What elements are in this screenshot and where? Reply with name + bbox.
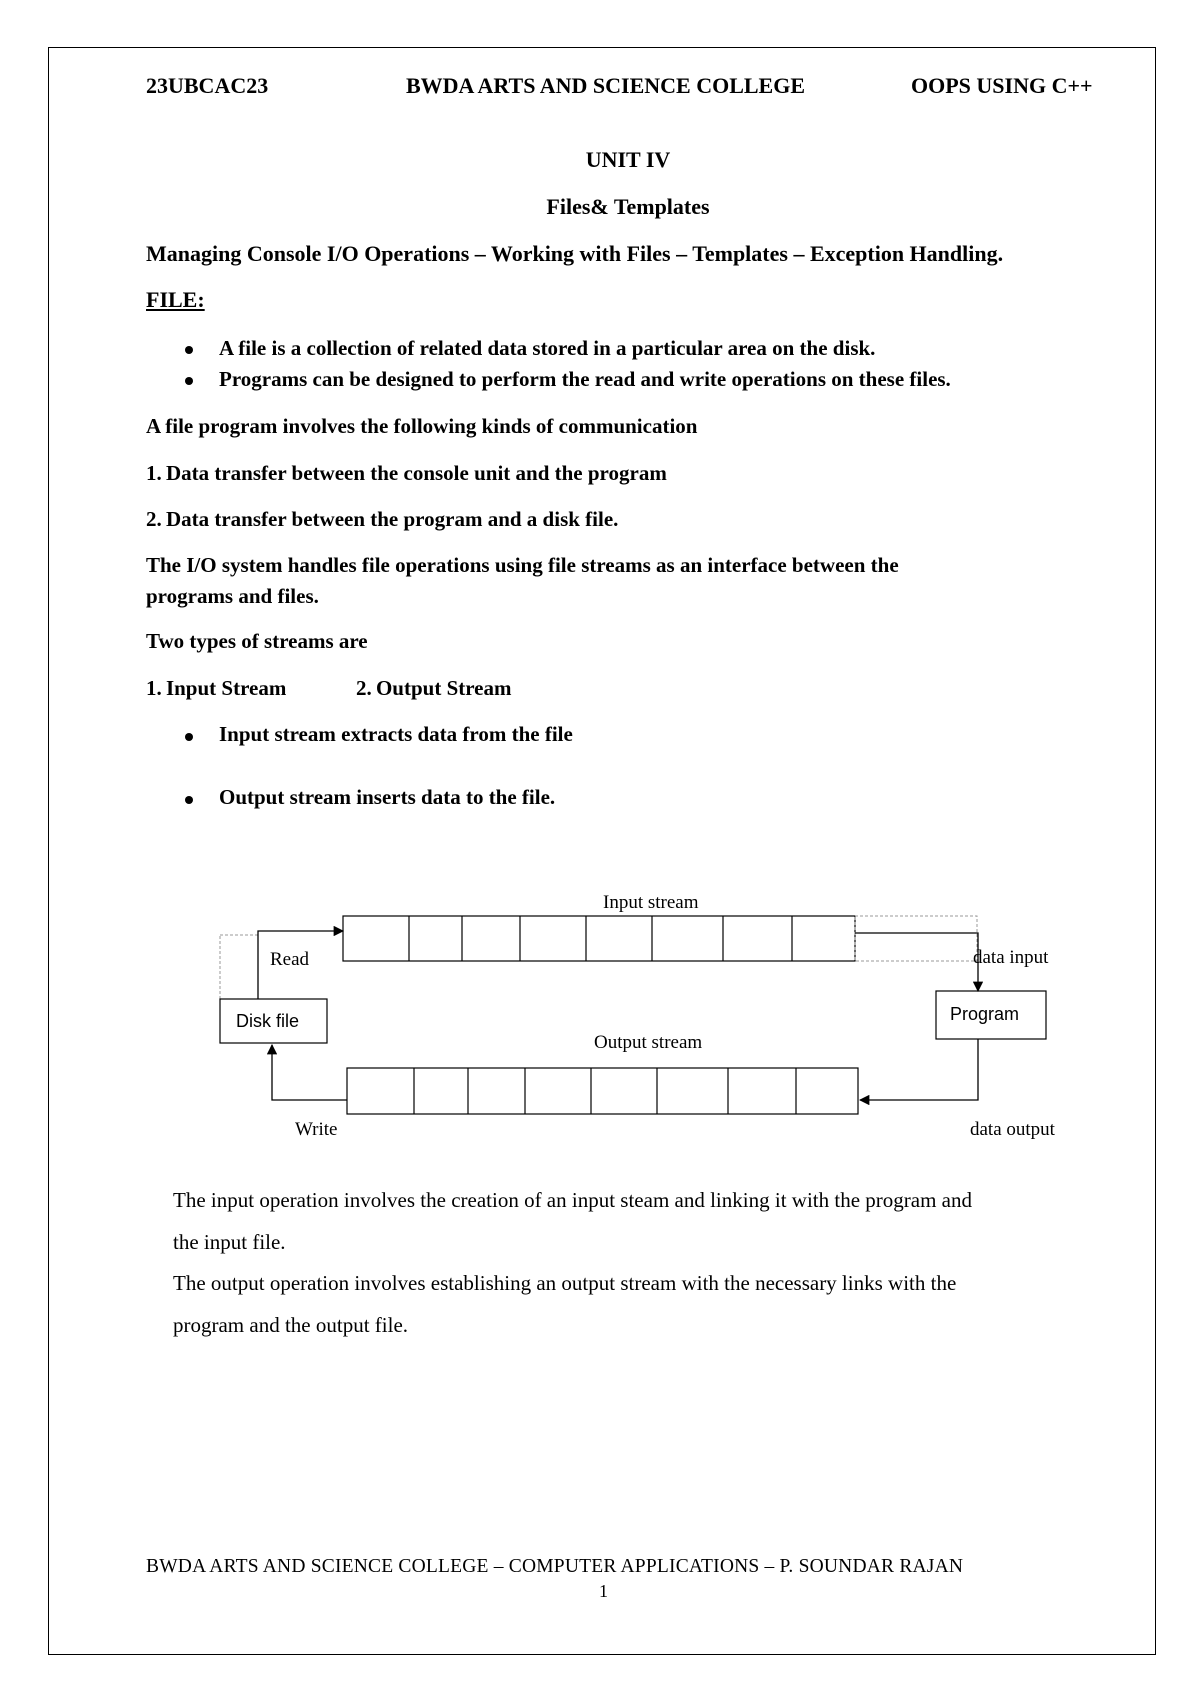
college-name: BWDA ARTS AND SCIENCE COLLEGE: [406, 73, 805, 98]
io-system-line-2: programs and files.: [146, 584, 319, 608]
course-code: 23UBCAC23: [146, 73, 269, 98]
communication-intro: A file program involves the following kinds of communication: [146, 414, 698, 438]
data-input-label: data input: [973, 947, 1049, 968]
input-explanation-line-1: The input operation involves the creation of an input steam and linking it with the program and: [173, 1188, 972, 1212]
footer-text: BWDA ARTS AND SCIENCE COLLEGE – COMPUTER APPLICATIONS – P. SOUNDAR RAJAN: [146, 1556, 964, 1577]
io-system-line-1: The I/O system handles file operations using file streams as an interface between the: [146, 553, 899, 577]
output-explanation-line-2: program and the output file.: [173, 1313, 409, 1337]
input-stream-label: Input stream: [603, 892, 699, 913]
communication-item-2: 2. Data transfer between the program and a disk file.: [146, 507, 619, 531]
disk-file-label: Disk file: [236, 1011, 300, 1031]
read-label: Read: [270, 949, 310, 970]
output-explanation-line-1: The output operation involves establishing an output stream with the necessary links with the: [173, 1271, 957, 1295]
data-output-label: data output: [970, 1119, 1055, 1140]
file-heading: FILE:: [146, 287, 205, 312]
unit-title: UNIT IV: [585, 147, 671, 172]
stream-bullet-1: Input stream extracts data from the file: [219, 722, 573, 746]
input-explanation-line-2: the input file.: [173, 1230, 286, 1254]
write-label: Write: [295, 1119, 338, 1140]
streams-intro: Two types of streams are: [146, 629, 368, 653]
input-stream-cells: [343, 916, 855, 961]
unit-topics: Managing Console I/O Operations – Working with Files – Templates – Exception Handling.: [146, 241, 1004, 266]
file-bullet-2: Programs can be designed to perform the read and write operations on these files.: [219, 367, 951, 391]
page-number: 1: [599, 1581, 608, 1601]
communication-item-1: 1. Data transfer between the console unit and the program: [146, 461, 667, 485]
unit-subtitle: Files& Templates: [546, 194, 710, 219]
output-stream-cells: [347, 1068, 858, 1114]
file-bullet-1: A file is a collection of related data stored in a particular area on the disk.: [219, 336, 876, 360]
output-stream-label: Output stream: [594, 1032, 703, 1053]
stream-type-1: 1. Input Stream: [146, 676, 287, 700]
subject-name: OOPS USING C++: [911, 73, 1093, 98]
program-label: Program: [950, 1004, 1020, 1024]
stream-bullet-2: Output stream inserts data to the file.: [219, 785, 556, 809]
stream-type-2: 2. Output Stream: [356, 676, 512, 700]
